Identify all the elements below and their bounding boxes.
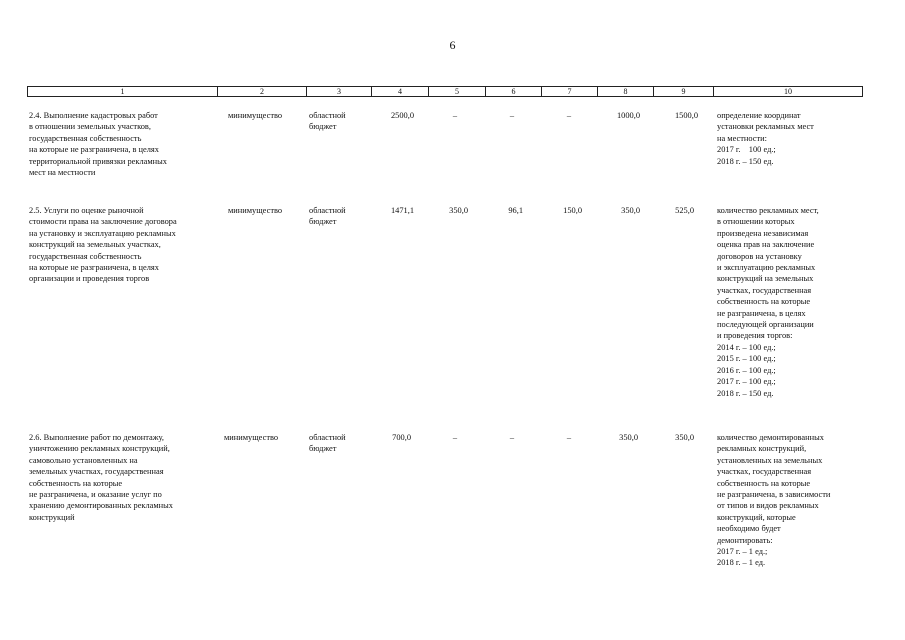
header-col-2: 2 — [218, 87, 307, 96]
row-executor: минимущество — [224, 433, 279, 442]
row-source: областной бюджет — [309, 206, 346, 227]
row-executor: минимущество — [228, 111, 283, 120]
row-2014: – — [452, 433, 458, 442]
row-2014: 350,0 — [449, 206, 468, 215]
row-executor: минимущество — [228, 206, 283, 215]
row-total: 1471,1 — [390, 206, 414, 215]
header-col-4: 4 — [372, 87, 429, 96]
row-2016: 150,0 — [563, 206, 582, 215]
header-col-8: 8 — [598, 87, 654, 96]
row-2017: 1000,0 — [616, 111, 640, 120]
row-2015: 96,1 — [508, 206, 523, 215]
row-name: 2.6. Выполнение работ по демонтажу, уничтожению рекламных конструкций, самовольно установленных на земельных участках, государственная собственность на которые не разграничена, и оказание услуг по хранению демонтированных рекламных конструкций — [29, 433, 173, 522]
row-2014: – — [452, 111, 458, 120]
header-col-10: 10 — [784, 87, 792, 96]
row-result: определение координат установки рекламных мест на местности: 2017 г. 100 ед.; 2018 г. – 150 ед. — [717, 111, 814, 166]
row-2018: 1500,0 — [674, 111, 698, 120]
header-col-3: 3 — [307, 87, 372, 96]
header-col-5: 5 — [429, 87, 486, 96]
row-name: 2.5. Услуги по оценке рыночной стоимости права на заключение договора на установку и эксплуатацию рекламных конструкций на земельных участках, государственная собственность на которые не разграничена, в целях организации и проведения торгов — [29, 206, 177, 284]
header-col-9: 9 — [654, 87, 714, 96]
row-2017: 350,0 — [621, 206, 640, 215]
row-2018: 350,0 — [675, 433, 694, 442]
row-2016: – — [566, 111, 572, 120]
row-total: 700,0 — [392, 433, 411, 442]
header-col-6: 6 — [486, 87, 542, 96]
row-total: 2500,0 — [390, 111, 414, 120]
row-source: областной бюджет — [309, 111, 346, 132]
header-col-7: 7 — [542, 87, 598, 96]
row-name: 2.4. Выполнение кадастровых работ в отношении земельных участков, государственная собственность на которые не разграничена, в целях территориальной привязки рекламных мест на местности — [29, 111, 167, 178]
row-2015: – — [509, 111, 515, 120]
row-result: количество рекламных мест, в отношении которых произведена независимая оценка прав на заключение договоров на установку и эксплуатацию рекламных конструкций на земельных участках, государственная собственность на которые не разграничена, в целях последующей организации и проведения торгов: 2014 г. – 100 ед.; 2015 г. – 100 ед.; 2016 г. – 100 ед.; 2017 г. – 100 ед.; 2018 г. – 150 ед. — [717, 206, 819, 398]
row-source: областной бюджет — [309, 433, 346, 454]
row-2018: 525,0 — [675, 206, 694, 215]
row-2017: 350,0 — [619, 433, 638, 442]
row-result: количество демонтированных рекламных конструкций, установленных на земельных участках, государственная собственность на которые не разграничена, в зависимости от типов и видов рекламных конструкций, которые необходимо будет демонтировать: 2017 г. – 1 ед.; 2018 г. – 1 ед. — [717, 433, 831, 568]
row-2015: – — [509, 433, 515, 442]
row-2016: – — [566, 433, 572, 442]
table-header — [27, 86, 863, 97]
header-col-1: 1 — [28, 87, 218, 96]
page-number: 6 — [449, 38, 456, 52]
